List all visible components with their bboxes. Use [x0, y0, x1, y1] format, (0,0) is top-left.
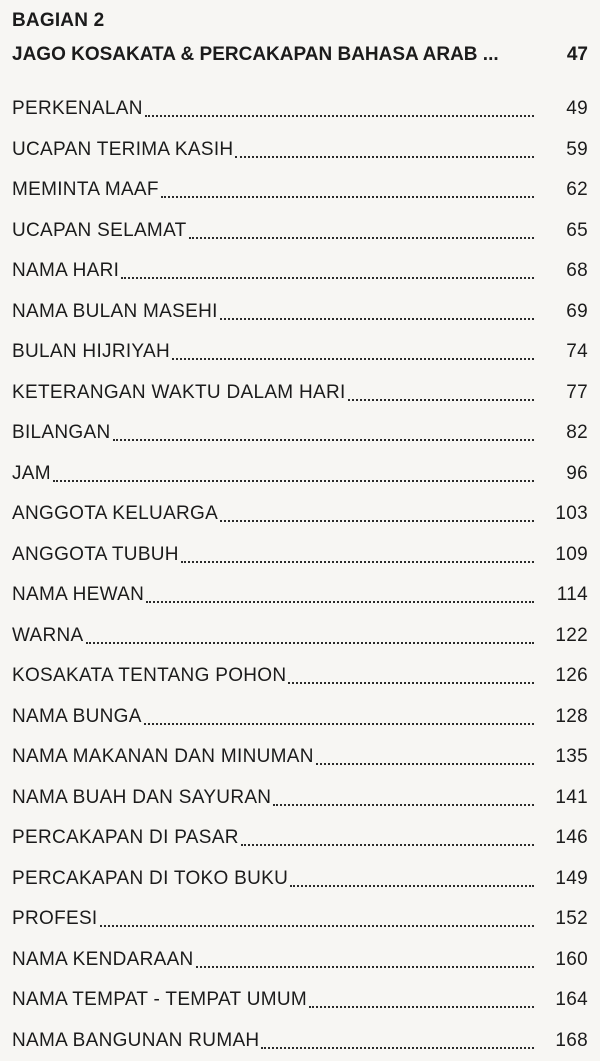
toc-entry-title: WARNA — [12, 625, 84, 647]
toc-entry[interactable] — [12, 737, 588, 778]
dot-leader — [53, 466, 534, 482]
dot-leader — [235, 142, 534, 158]
toc-entry-page: 122 — [540, 625, 588, 647]
toc-entry-title: PERKENALAN — [12, 98, 143, 120]
toc-entry[interactable] — [12, 211, 588, 252]
dot-leader — [220, 506, 534, 522]
dot-leader — [316, 749, 534, 765]
dot-leader — [86, 628, 534, 644]
toc-entry[interactable] — [12, 332, 588, 373]
dot-leader — [241, 830, 534, 846]
dot-leader — [146, 587, 534, 603]
toc-entry-title: MEMINTA MAAF — [12, 179, 159, 201]
dot-leader — [189, 223, 534, 239]
toc-entry-title: PROFESI — [12, 908, 98, 930]
toc-entry-title: ANGGOTA KELUARGA — [12, 503, 218, 525]
toc-entry-page: 74 — [540, 341, 588, 363]
toc-entry-title: NAMA BUNGA — [12, 706, 142, 728]
toc-entry-title: NAMA KENDARAAN — [12, 949, 194, 971]
toc-entry-page: 128 — [540, 706, 588, 728]
toc-entry-title: JAM — [12, 463, 51, 485]
toc-entry-title: NAMA HEWAN — [12, 584, 144, 606]
toc-entry-page: 152 — [540, 908, 588, 930]
toc-entry-page: 109 — [540, 544, 588, 566]
dot-leader — [288, 668, 534, 684]
dot-leader — [261, 1033, 534, 1049]
toc-entry-page: 146 — [540, 827, 588, 849]
toc-entry-title: NAMA MAKANAN DAN MINUMAN — [12, 746, 314, 768]
dot-leader — [121, 263, 534, 279]
toc-entry[interactable] — [12, 616, 588, 657]
toc-entry-title: PERCAKAPAN DI PASAR — [12, 827, 239, 849]
toc-entry[interactable] — [12, 89, 588, 130]
dot-leader — [181, 547, 534, 563]
toc-entry-page: 135 — [540, 746, 588, 768]
toc-entry-page: 82 — [540, 422, 588, 444]
toc-list — [12, 89, 588, 1061]
toc-entry-page: 69 — [540, 301, 588, 323]
toc-entry[interactable] — [12, 413, 588, 454]
dot-leader — [273, 790, 534, 806]
toc-entry[interactable] — [12, 697, 588, 738]
toc-entry[interactable] — [12, 251, 588, 292]
toc-entry-page: 96 — [540, 463, 588, 485]
toc-entry-page: 59 — [540, 139, 588, 161]
dot-leader — [309, 992, 534, 1008]
toc-entry[interactable] — [12, 1021, 588, 1061]
toc-entry[interactable] — [12, 940, 588, 981]
toc-entry-title: UCAPAN SELAMAT — [12, 220, 187, 242]
toc-entry-page: 114 — [540, 584, 588, 606]
toc-entry-page: 149 — [540, 868, 588, 890]
toc-entry[interactable] — [12, 292, 588, 333]
toc-entry[interactable] — [12, 859, 588, 900]
toc-entry[interactable] — [12, 373, 588, 414]
dot-leader — [161, 182, 534, 198]
dot-leader — [172, 344, 534, 360]
toc-entry[interactable] — [12, 980, 588, 1021]
section-title-row — [12, 44, 588, 66]
toc-entry-page: 65 — [540, 220, 588, 242]
toc-entry-title: NAMA TEMPAT - TEMPAT UMUM — [12, 989, 307, 1011]
section-title: JAGO KOSAKATA & PERCAKAPAN BAHASA ARAB ... — [12, 44, 499, 66]
toc-entry[interactable] — [12, 778, 588, 819]
toc-entry-page: 164 — [540, 989, 588, 1011]
toc-entry-page: 62 — [540, 179, 588, 201]
toc-entry-title: ANGGOTA TUBUH — [12, 544, 179, 566]
toc-entry-title: NAMA HARI — [12, 260, 119, 282]
toc-entry[interactable] — [12, 656, 588, 697]
dot-leader — [144, 709, 534, 725]
dot-leader — [348, 385, 534, 401]
dot-leader — [220, 304, 534, 320]
dot-leader — [100, 911, 534, 927]
toc-entry-title: KOSAKATA TENTANG POHON — [12, 665, 286, 687]
toc-entry-title: PERCAKAPAN DI TOKO BUKU — [12, 868, 288, 890]
toc-entry[interactable] — [12, 575, 588, 616]
toc-entry-title: UCAPAN TERIMA KASIH — [12, 139, 233, 161]
toc-entry-title: NAMA BUAH DAN SAYURAN — [12, 787, 271, 809]
toc-entry[interactable] — [12, 170, 588, 211]
toc-entry-title: NAMA BULAN MASEHI — [12, 301, 218, 323]
toc-entry-title: BILANGAN — [12, 422, 111, 444]
toc-entry[interactable] — [12, 899, 588, 940]
toc-entry-page: 160 — [540, 949, 588, 971]
toc-entry-page: 141 — [540, 787, 588, 809]
toc-entry[interactable] — [12, 454, 588, 495]
toc-entry-page: 103 — [540, 503, 588, 525]
toc-entry[interactable] — [12, 818, 588, 859]
toc-entry-title: BULAN HIJRIYAH — [12, 341, 170, 363]
dot-leader — [290, 871, 534, 887]
toc-entry-page: 49 — [540, 98, 588, 120]
toc-entry[interactable] — [12, 130, 588, 171]
section-label: BAGIAN 2 — [12, 10, 104, 32]
toc-entry-page: 68 — [540, 260, 588, 282]
dot-leader — [113, 425, 535, 441]
toc-entry-title: NAMA BANGUNAN RUMAH — [12, 1030, 259, 1052]
dot-leader — [196, 952, 534, 968]
toc-entry-page: 77 — [540, 382, 588, 404]
toc-entry[interactable] — [12, 535, 588, 576]
dot-leader — [145, 101, 534, 117]
toc-entry-title: KETERANGAN WAKTU DALAM HARI — [12, 382, 346, 404]
toc-entry-page: 126 — [540, 665, 588, 687]
toc-entry[interactable] — [12, 494, 588, 535]
section-page-number: 47 — [540, 44, 588, 66]
toc-entry-page: 168 — [540, 1030, 588, 1052]
